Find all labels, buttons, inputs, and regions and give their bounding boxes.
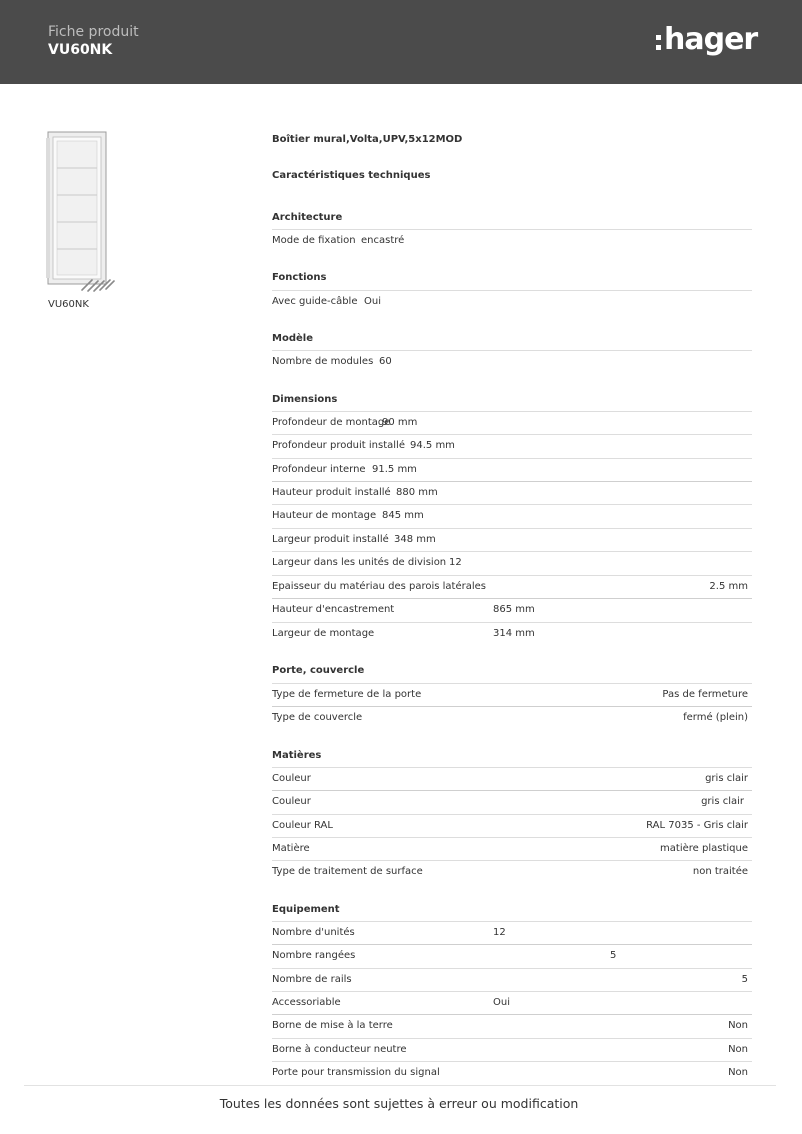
spec-label: Borne de mise à la terre: [272, 1020, 393, 1031]
spec-row: [272, 767, 752, 791]
spec-label: Porte pour transmission du signal: [272, 1067, 440, 1078]
footer-disclaimer: Toutes les données sont sujettes à erreur ou modification: [219, 1096, 579, 1111]
spec-value: 2.5 mm: [709, 581, 748, 592]
spec-heading: Caractéristiques techniques: [272, 170, 431, 181]
section-title-fonctions: Fonctions: [272, 272, 327, 283]
spec-value: RAL 7035 - Gris clair: [646, 820, 748, 831]
spec-label: Mode de fixation: [272, 235, 356, 246]
spec-label: Type de traitement de surface: [272, 866, 423, 877]
spec-value: 5: [610, 950, 617, 961]
spec-row: [272, 790, 752, 814]
spec-label: Hauteur produit installé: [272, 487, 391, 498]
spec-row: [272, 551, 752, 575]
spec-value: 5: [741, 974, 748, 985]
spec-value: 91.5 mm: [372, 464, 417, 475]
spec-row: [272, 528, 752, 552]
spec-value: Oui: [364, 296, 381, 307]
spec-value: gris clair: [705, 773, 748, 784]
spec-value: 94.5 mm: [410, 440, 455, 451]
spec-label: Couleur: [272, 773, 311, 784]
spec-row: [272, 1014, 752, 1038]
spec-label: Largeur produit installé: [272, 534, 389, 545]
section-title-porte: Porte, couvercle: [272, 665, 365, 676]
spec-row: [272, 814, 752, 838]
footer-divider: [24, 1085, 776, 1086]
spec-label: Largeur de montage: [272, 628, 375, 639]
spec-value: gris clair: [701, 796, 744, 807]
document-type: Fiche produit: [48, 24, 139, 40]
spec-label: Couleur RAL: [272, 820, 333, 831]
spec-label: Nombre de rails: [272, 974, 352, 985]
spec-label: Nombre de modules: [272, 356, 374, 367]
spec-label: Profondeur interne: [272, 464, 366, 475]
spec-label: Profondeur de montage: [272, 417, 391, 428]
spec-row: [272, 622, 752, 646]
product-reference: VU60NK: [48, 42, 113, 58]
section-title-matieres: Matières: [272, 750, 322, 761]
product-name: Boîtier mural,Volta,UPV,5x12MOD: [272, 134, 463, 145]
section-title-architecture: Architecture: [272, 212, 343, 223]
spec-row: [272, 683, 752, 707]
spec-value: 880 mm: [396, 487, 438, 498]
spec-value: 865 mm: [493, 604, 535, 615]
spec-row: [272, 921, 752, 945]
spec-label: Type de fermeture de la porte: [272, 689, 422, 700]
spec-value: Non: [728, 1020, 748, 1031]
spec-label: Accessoriable: [272, 997, 341, 1008]
spec-row: [272, 481, 752, 505]
hager-logo: [656, 22, 757, 58]
section-title-equipement: Equipement: [272, 904, 340, 915]
spec-value: 845 mm: [382, 510, 424, 521]
spec-value: Oui: [493, 997, 510, 1008]
spec-value: 348 mm: [394, 534, 436, 545]
spec-label: Profondeur produit installé: [272, 440, 405, 451]
spec-row: [272, 229, 752, 253]
spec-value: 12: [493, 927, 506, 938]
spec-value: Non: [728, 1044, 748, 1055]
spec-row: [272, 860, 752, 884]
spec-row: [272, 504, 752, 528]
spec-row: [272, 290, 752, 314]
spec-row: [272, 837, 752, 861]
spec-label: Epaisseur du matériau des parois latérales: [272, 581, 487, 592]
spec-row: [272, 458, 752, 482]
spec-row: [272, 944, 752, 968]
spec-row: [272, 706, 752, 730]
spec-label: Couleur: [272, 796, 311, 807]
spec-value: Non: [728, 1067, 748, 1078]
spec-row: [272, 575, 752, 599]
spec-row: [272, 350, 752, 374]
product-image: [44, 130, 118, 296]
product-image-caption: VU60NK: [48, 299, 89, 310]
spec-row: [272, 1061, 752, 1085]
spec-value: Pas de fermeture: [662, 689, 748, 700]
spec-row: [272, 991, 752, 1015]
spec-value: 90 mm: [382, 417, 418, 428]
section-title-modele: Modèle: [272, 333, 313, 344]
page-header: [0, 0, 802, 84]
spec-row: [272, 598, 752, 622]
section-title-dimensions: Dimensions: [272, 394, 338, 405]
spec-label: Matière: [272, 843, 310, 854]
spec-label: Type de couvercle: [272, 712, 363, 723]
logo-dots-icon: [656, 35, 661, 50]
spec-label: Nombre rangées: [272, 950, 356, 961]
spec-value: matière plastique: [660, 843, 748, 854]
spec-value: non traitée: [692, 866, 748, 877]
spec-row: [272, 968, 752, 992]
spec-value: 314 mm: [493, 628, 535, 639]
spec-row: [272, 1038, 752, 1062]
logo-wordmark: hager: [664, 22, 758, 57]
spec-label: Nombre d'unités: [272, 927, 355, 938]
spec-value: fermé (plein): [683, 712, 748, 723]
spec-row: [272, 411, 752, 435]
spec-label: Hauteur de montage: [272, 510, 377, 521]
spec-label: Avec guide-câble: [272, 296, 358, 307]
spec-label: Largeur dans les unités de division: [272, 557, 447, 568]
spec-value: encastré: [361, 235, 405, 246]
spec-label: Borne à conducteur neutre: [272, 1044, 407, 1055]
spec-value: 60: [379, 356, 392, 367]
spec-value: 12: [449, 557, 462, 568]
spec-row: [272, 434, 752, 458]
spec-label: Hauteur d'encastrement: [272, 604, 395, 615]
